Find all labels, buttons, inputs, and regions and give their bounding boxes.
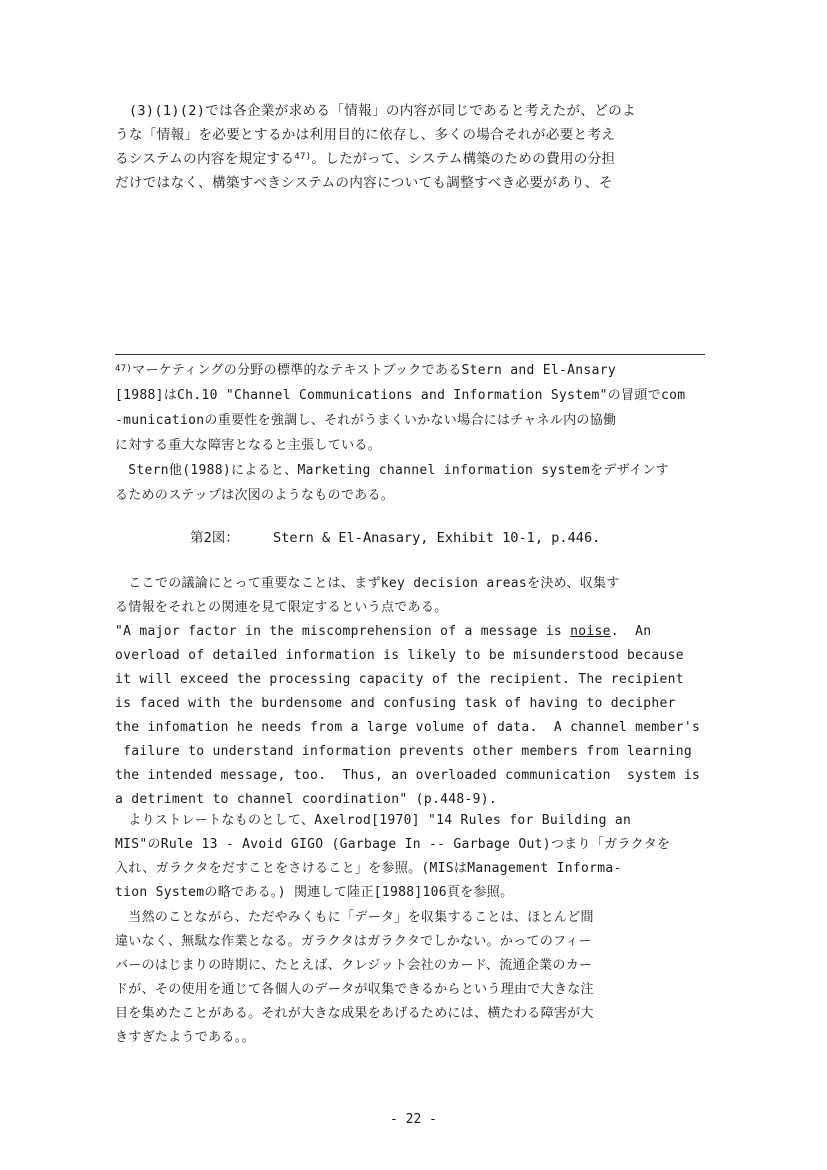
text-line: だけではなく、構築すべきシステムの内容についても調整すべき必要があり、そ bbox=[115, 175, 613, 191]
text-line: MIS"のRule 13 - Avoid GIGO (Garbage In -- Garbage Out)つまり「ガラクタを bbox=[115, 837, 671, 852]
text-line: 違いなく、無駄な作業となる。ガラクタはガラクタでしかない。かってのフィー bbox=[115, 934, 592, 949]
text-line: るためのステップは次図のようなものである。 bbox=[115, 488, 395, 503]
text-segment: . An bbox=[610, 624, 652, 639]
footnote-ref: 47) bbox=[294, 152, 312, 162]
text-line: る情報をそれとの関連を見て限定するという点である。 bbox=[115, 600, 448, 615]
text-line: tion Systemの略である。) 関連して陸正[1988]106頁を参照。 bbox=[115, 885, 514, 900]
text-line: (3)(1)(2)では各企業が求める「情報」の内容が同じであると考えたが、どのよ bbox=[115, 103, 636, 119]
footnote-marker: 47) bbox=[115, 364, 133, 374]
footnote-divider bbox=[115, 354, 705, 355]
text-line: に対する重大な障害となると主張している。 bbox=[115, 438, 382, 453]
text-line: the infomation he needs from a large volume of data. A channel member's bbox=[115, 720, 701, 735]
text-segment: 。したがって、システム構築のための費用の分担 bbox=[311, 151, 616, 167]
text-segment: "A major factor in the miscomprehension of a message is bbox=[115, 624, 571, 639]
page-number: - 22 - bbox=[390, 1112, 437, 1127]
text-line: よりストレートなものとして、Axelrod[1970] "14 Rules for Building an bbox=[115, 813, 632, 828]
text-line: a detriment to channel coordination" (p.448-9). bbox=[115, 792, 497, 807]
text-line: is faced with the burdensome and confusing task of having to decipher bbox=[115, 696, 676, 711]
text-line: the intended message, too. Thus, an overloaded communication system is bbox=[115, 768, 701, 783]
text-segment: るシステムの内容を規定する bbox=[115, 151, 295, 167]
text-line: 目を集めたことがある。それが大きな成果をあげるためには、横たわる障害が大 bbox=[115, 1006, 594, 1021]
text-line: failure to understand information prevents other members from learning bbox=[115, 744, 692, 759]
text-line: きすぎたようである。。 bbox=[115, 1030, 255, 1045]
text-line: うな「情報」を必要とするかは利用目的に依存し、多くの場合それが必要と考え bbox=[115, 127, 616, 143]
text-segment: マーケティングの分野の標準的なテキストブックであるStern and El-Ansary bbox=[132, 363, 616, 378]
text-line: バーのはじまりの時期に、たとえば、クレジット会社のカード、流通企業のカー bbox=[115, 958, 593, 973]
figure-caption: 第2図： Stern & El-Anasary, Exhibit 10-1, p.446. bbox=[190, 530, 601, 546]
underlined-word: noise bbox=[570, 624, 611, 639]
text-line: 入れ、ガラクタをだすことをさけること」を参照。(MISはManagement Informa- bbox=[115, 861, 622, 876]
text-line: 当然のことながら、ただやみくもに「データ」を収集することは、ほとんど間 bbox=[115, 910, 594, 925]
text-line: ドが、その使用を通じて各個人のデータが収集できるからという理由で大きな注 bbox=[115, 982, 594, 997]
text-line: Stern他(1988)によると、Marketing channel information systemをデザインす bbox=[115, 463, 669, 478]
text-line bbox=[115, 360, 616, 382]
text-line: [1988]はCh.10 "Channel Communications and Information System"の冒頭でcom bbox=[115, 388, 686, 403]
text-line bbox=[115, 621, 651, 643]
text-line: it will exceed the processing capacity of the recipient. The recipient bbox=[115, 672, 684, 687]
text-line bbox=[115, 148, 615, 170]
text-line: -municationの重要性を強調し、それがうまくいかない場合にはチャネル内の協働 bbox=[115, 413, 617, 428]
text-line: ここでの議論にとって重要なことは、まずkey decision areasを決め、収集す bbox=[115, 576, 620, 591]
text-line: overload of detailed information is likely to be misunderstood because bbox=[115, 648, 684, 663]
